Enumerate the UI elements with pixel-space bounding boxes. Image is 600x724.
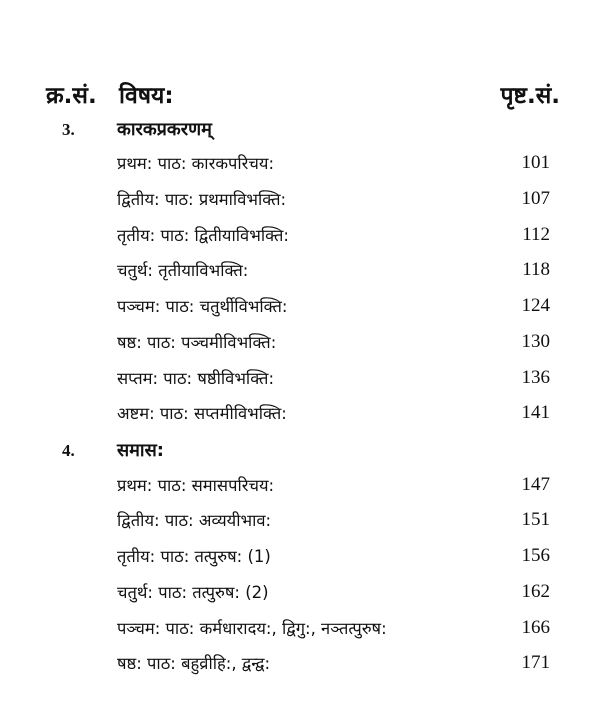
section-title: समास:	[117, 440, 164, 461]
entry-page-number: 141	[521, 402, 550, 423]
toc-entry[interactable]	[0, 294, 600, 322]
entry-page-number: 156	[521, 545, 550, 566]
toc-entry[interactable]	[0, 651, 600, 679]
toc-entry[interactable]	[0, 401, 600, 429]
entry-page-number: 147	[521, 474, 550, 495]
entry-page-number: 166	[521, 617, 550, 638]
toc-entry[interactable]	[0, 580, 600, 608]
entry-title: प्रथम: पाठ: समासपरिचय:	[117, 476, 275, 495]
entry-title: प्रथम: पाठ: कारकपरिचय:	[117, 154, 275, 173]
subject-header: विषय:	[119, 83, 174, 109]
entry-page-number: 118	[522, 259, 550, 280]
entry-page-number: 101	[521, 152, 550, 173]
toc-entry[interactable]	[0, 330, 600, 358]
toc-entry[interactable]	[0, 187, 600, 215]
entry-page-number: 171	[521, 652, 550, 673]
entry-title: अष्टम: पाठ: सप्तमीविभक्ति:	[117, 404, 287, 423]
page-number-header: पृष्ट.सं.	[500, 83, 560, 109]
section-number: 4.	[62, 441, 75, 460]
entry-title: पञ्चम: पाठ: कर्मधारादय:, द्विगु:, नञ्तत्पुरुष:	[117, 619, 387, 638]
entry-page-number: 136	[521, 367, 550, 388]
entry-title: सप्तम: पाठ: षष्ठीविभक्ति:	[117, 369, 275, 388]
entry-title: तृतीय: पाठ: तत्पुरुष: (1)	[117, 547, 271, 566]
entry-title: द्वितीय: पाठ: अव्ययीभाव:	[117, 511, 272, 530]
toc-entry[interactable]	[0, 544, 600, 572]
entry-title: षष्ठ: पाठ: पञ्चमीविभक्ति:	[117, 333, 277, 352]
entry-page-number: 112	[522, 224, 550, 245]
entry-title: चतुर्थ: पाठ: तत्पुरुष: (2)	[117, 583, 269, 602]
section-number: 3.	[62, 120, 75, 139]
toc-entry[interactable]	[0, 223, 600, 251]
entry-page-number: 130	[521, 331, 550, 352]
entry-page-number: 107	[521, 188, 550, 209]
entry-title: चतुर्थ: तृतीयाविभक्ति:	[117, 261, 249, 280]
entry-title: तृतीय: पाठ: द्वितीयाविभक्ति:	[117, 226, 289, 245]
entry-page-number: 124	[521, 295, 550, 316]
toc-entry[interactable]	[0, 508, 600, 536]
serial-number-header: क्र.सं.	[46, 83, 97, 109]
entry-title: द्वितीय: पाठ: प्रथमाविभक्ति:	[117, 190, 287, 209]
entry-page-number: 151	[521, 509, 550, 530]
toc-entry[interactable]	[0, 366, 600, 394]
entry-title: षष्ठ: पाठ: बहुव्रीहि:, द्वन्द्व:	[117, 654, 271, 673]
toc-entry[interactable]	[0, 151, 600, 179]
section-title: कारकप्रकरणम्	[117, 119, 212, 140]
toc-entry[interactable]	[0, 473, 600, 501]
toc-entry[interactable]	[0, 258, 600, 286]
entry-page-number: 162	[521, 581, 550, 602]
toc-entry[interactable]	[0, 616, 600, 644]
entry-title: पञ्चम: पाठ: चतुर्थीविभक्ति:	[117, 297, 288, 316]
